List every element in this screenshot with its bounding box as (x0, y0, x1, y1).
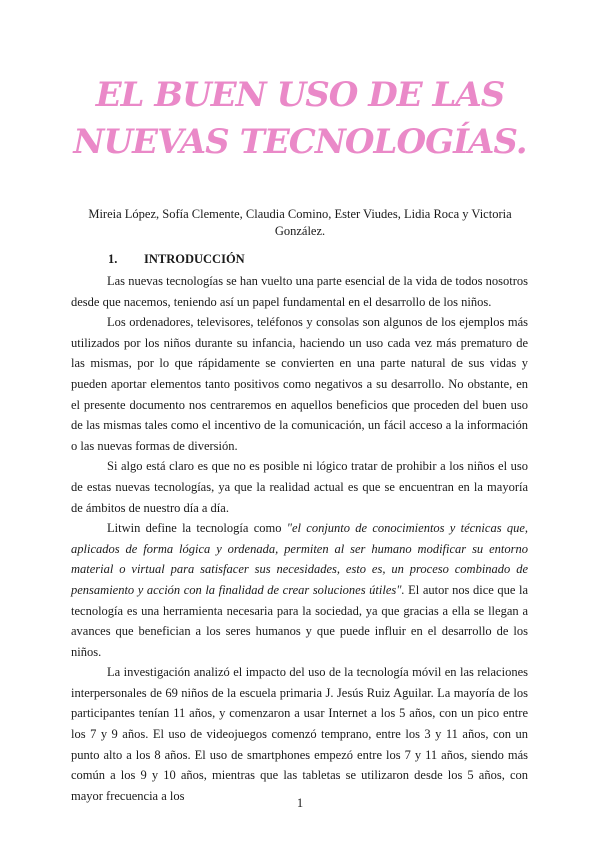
quote-paragraph (71, 518, 528, 662)
paragraph: Los ordenadores, televisores, teléfonos y consolas son algunos de los ejemplos más utilizados por los niños durante su infancia, haciendo un uso cada vez más prematuro de las mismas, por lo que rápidamente se convierten en una parte natural de sus vidas y pueden aportar elementos tanto positivos como negativos a su desarrollo. No obstante, en el presente documento nos centraremos en aquellos beneficios que proceden del buen uso de las mismas tales como el incentivo de la comunicación, un fácil acceso a la información o las nuevas formas de diversión. (71, 315, 528, 453)
section-number: 1. (108, 252, 118, 266)
paragraph: La investigación analizó el impacto del uso de la tecnología móvil en las relaciones interpersonales de 69 niños de la escuela primaria J. Jesús Ruiz Aguilar. La mayoría de los participantes tenían 11 años, y comenzaron a usar Internet a los 5 años, con un pico entre los 7 y 9 años. El uso de videojuegos comenzó temprano, entre los 3 y 11 años, con un punto alto a los 8 años. El uso de smartphones empezó entre los 7 y 11 años, siendo más común a los 9 y 10 años, mientras que las tabletas se utilizaron desde los 5 años, con mayor frecuencia a los (71, 665, 528, 803)
authors-line: Mireia López, Sofía Clemente, Claudia Comino, Ester Viudes, Lidia Roca y Victoria González. (88, 207, 512, 238)
litwin-quote: "el conjunto de conocimientos y técnicas que, aplicados de forma lógica y ordenada, permiten al ser humano modificar su entorno material o virtual para satisfacer sus necesidades, esto es, un proceso combinado de pensamiento y acción con la finalidad de crear soluciones útiles". (71, 521, 528, 597)
paragraph: Las nuevas tecnologías se han vuelto una parte esencial de la vida de todos nosotros desde que nacemos, teniendo así un papel fundamental en el desarrollo de los niños. (71, 274, 528, 309)
body-text (71, 271, 528, 806)
document-title: EL BUEN USO DE LAS NUEVAS TECNOLOGÍAS. (73, 75, 527, 162)
paragraph: Si algo está claro es que no es posible ni lógico tratar de prohibir a los niños el uso de estas nuevas tecnologías, ya que la realidad actual es que se encuentran en la mayoría de ámbitos de nuestro día a día. (71, 459, 528, 515)
page-number: 1 (296, 796, 304, 810)
section-title: INTRODUCCIÓN (144, 252, 245, 266)
quote-followup: El autor nos dice que la tecnología es una herramienta necesaria para la sociedad, ya que gracias a ella se llegan a avances que benefician a los seres humanos y que puede influir en el desarrollo de los niños. (71, 582, 528, 659)
section-heading (108, 251, 245, 267)
quote-intro: Litwin define la tecnología como (107, 521, 287, 536)
